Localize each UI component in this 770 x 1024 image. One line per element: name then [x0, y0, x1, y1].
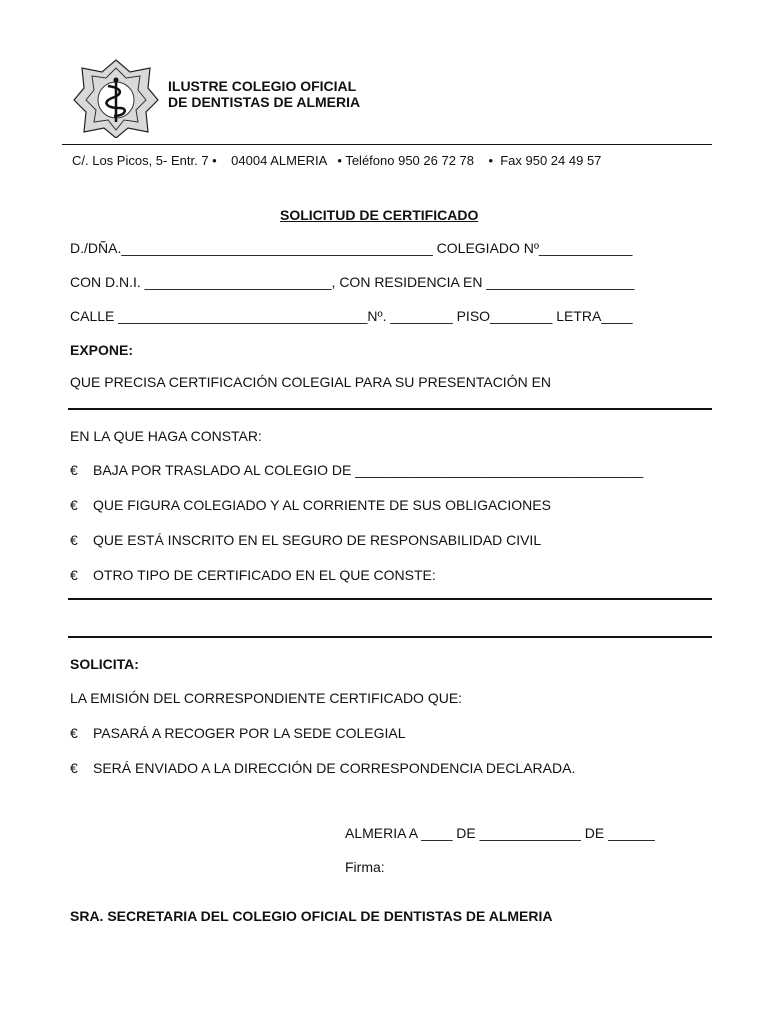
option-mail: SERÁ ENVIADO A LA DIRECCIÓN DE CORRESPONDENCIA DECLARADA. [93, 760, 576, 776]
college-logo [72, 58, 160, 138]
checkbox-icon[interactable]: € [70, 462, 78, 478]
org-name-line1: ILUSTRE COLEGIO OFICIAL [168, 78, 357, 94]
name-field-line[interactable]: D./DÑA.________________________________________ COLEGIADO Nº____________ [70, 240, 633, 256]
presentation-input-line[interactable] [68, 408, 712, 410]
addressee-line: SRA. SECRETARIA DEL COLEGIO OFICIAL DE DENTISTAS DE ALMERIA [70, 908, 553, 924]
checkbox-icon[interactable]: € [70, 567, 78, 583]
checkbox-icon[interactable]: € [70, 760, 78, 776]
solicita-heading: SOLICITA: [70, 656, 139, 672]
checkbox-icon[interactable]: € [70, 532, 78, 548]
date-field-line[interactable]: ALMERIA A ____ DE _____________ DE ______ [345, 825, 655, 841]
expone-text: QUE PRECISA CERTIFICACIÓN COLEGIAL PARA SU PRESENTACIÓN EN [70, 374, 552, 390]
other-input-line-2[interactable] [68, 636, 712, 638]
checkbox-icon[interactable]: € [70, 725, 78, 741]
form-title: SOLICITUD DE CERTIFICADO [280, 207, 479, 223]
option-transfer: BAJA POR TRASLADO AL COLEGIO DE _____________________________________ [93, 462, 644, 478]
option-pickup: PASARÁ A RECOGER POR LA SEDE COLEGIAL [93, 725, 406, 741]
constar-text: EN LA QUE HAGA CONSTAR: [70, 428, 262, 444]
option-insurance: QUE ESTÁ INSCRITO EN EL SEGURO DE RESPONSABILIDAD CIVIL [93, 532, 542, 548]
other-input-line-1[interactable] [68, 598, 712, 600]
expone-heading: EXPONE: [70, 342, 134, 358]
header-divider [62, 144, 712, 145]
option-other: OTRO TIPO DE CERTIFICADO EN EL QUE CONSTE: [93, 567, 436, 583]
option-current-obligations: QUE FIGURA COLEGIADO Y AL CORRIENTE DE SUS OBLIGACIONES [93, 497, 551, 513]
street-field-line[interactable]: CALLE ________________________________Nº. ________ PISO________ LETRA____ [70, 308, 633, 324]
signature-label: Firma: [345, 859, 385, 875]
org-name-line2: DE DENTISTAS DE ALMERIA [168, 94, 361, 110]
checkbox-icon[interactable]: € [70, 497, 78, 513]
solicita-text: LA EMISIÓN DEL CORRESPONDIENTE CERTIFICADO QUE: [70, 690, 463, 706]
dni-residence-field-line[interactable]: CON D.N.I. ________________________, CON RESIDENCIA EN ___________________ [70, 274, 635, 290]
address-line: C/. Los Picos, 5- Entr. 7 • 04004 ALMERIA • Teléfono 950 26 72 78 • Fax 950 24 49 57 [72, 153, 602, 168]
